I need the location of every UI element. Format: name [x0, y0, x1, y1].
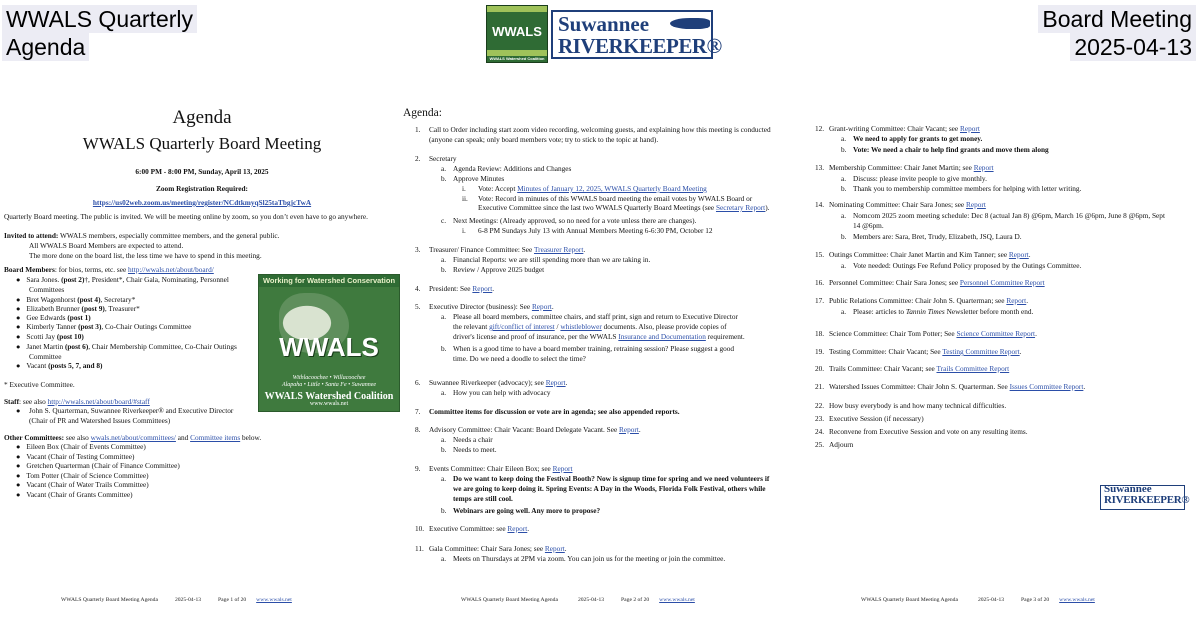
list-item [16, 442, 146, 452]
agenda-number: b. [441, 344, 447, 353]
agenda-number: a. [441, 435, 447, 444]
list-item [16, 361, 102, 371]
agenda-text: Grant-writing Committee: Chair Vacant; see Report [829, 124, 980, 133]
committees-link[interactable]: wwals.net/about/committees/ [90, 433, 176, 442]
agenda-text: 14 @6pm. [853, 221, 884, 230]
agenda-number: b. [441, 506, 447, 515]
bullet-icon: ● [16, 461, 21, 471]
agenda-text: Testing Committee: Chair Vacant; See Testing Committee Report. [829, 347, 1022, 356]
agenda-text: President: See Report. [429, 284, 495, 293]
document-page-1 [0, 100, 400, 620]
report-link[interactable]: Report [619, 425, 639, 434]
member-role: Committee [29, 352, 62, 361]
agenda-number: a. [841, 134, 847, 143]
agenda-text: Approve Minutes [453, 174, 505, 183]
agenda-number: 25. [815, 440, 825, 449]
wwals-logo-url: www.wwals.net [309, 401, 349, 408]
header-left [2, 5, 197, 61]
wwals-logo-small-word: WWALS [492, 24, 542, 39]
agenda-text: Personnel Committee: Chair Sara Jones; see Personnel Committee Report [829, 278, 1045, 287]
bullet-icon: ● [16, 361, 21, 370]
agenda-number: i. [462, 184, 466, 193]
agenda-text: Committee items for discussion or vote are in agenda; see also appended reports. [429, 407, 680, 416]
agenda-number: a. [441, 255, 447, 264]
bullet-icon: ● [16, 332, 21, 341]
meeting-time: 6:00 PM - 8:00 PM, Sunday, April 13, 2025 [135, 167, 269, 176]
member-post: (post 10) [56, 332, 84, 341]
intro-text: Quarterly Board meeting. The public is invited. We will be meeting online by zoom, so you don’t even have to go anywhere. [4, 212, 368, 221]
zoom-registration-link[interactable]: https://us02web.zoom.us/meeting/register/NCdtkmyqSl25taTbgjcTwA [92, 198, 312, 207]
agenda-text: Trails Committee: Chair Vacant; see Trails Committee Report [829, 364, 1010, 373]
member-name: Gee Edwards [26, 313, 68, 322]
agenda-number: b. [441, 265, 447, 274]
staff-line-1: John S. Quarterman, Suwannee Riverkeeper® and Executive Director [29, 406, 234, 415]
board-link[interactable]: http://wwals.net/about/board/ [128, 265, 214, 274]
invited-line: Invited to attend: WWALS members, especially committee members, and the general public. [4, 231, 280, 240]
agenda-text: How busy everybody is and how many technical difficulties. [829, 401, 1007, 410]
agenda-number: a. [841, 307, 847, 316]
bullet-icon: ● [16, 490, 21, 499]
report-link[interactable]: Personnel Committee Report [959, 278, 1045, 287]
member-name: Sara Jones. [26, 275, 62, 284]
agenda-number: 23. [815, 414, 825, 423]
fish-icon [670, 18, 710, 29]
footer-url-link[interactable]: www.wwals.net [256, 597, 292, 603]
report-link[interactable]: Insurance and Documentation [618, 332, 706, 341]
report-link[interactable]: Testing Committee Report [942, 347, 1020, 356]
list-item [16, 322, 191, 332]
other-committees-heading: Other Committees: see also wwals.net/about/committees/ and Committee items below. [4, 433, 262, 442]
bullet-icon: ● [16, 275, 21, 284]
agenda-number: 16. [815, 278, 825, 287]
agenda-number: 5. [415, 302, 421, 311]
agenda-number: 7. [415, 407, 421, 416]
agenda-number: b. [841, 145, 847, 154]
member-name: Vacant [26, 361, 49, 370]
agenda-text: (anyone can speak; only board members vote; try to stick to the topic at hand). [429, 135, 659, 144]
report-link[interactable]: Secretary Report [715, 203, 766, 212]
riverkeeper-logo-line2: RIVERKEEPER® [558, 34, 722, 58]
staff-heading: Staff: see also http://wwals.net/about/board/#staff [4, 397, 150, 406]
header-date: 2025-04-13 [1070, 33, 1196, 61]
agenda-number: 17. [815, 296, 825, 305]
header-subtitle: Agenda [2, 33, 89, 61]
agenda-number: 9. [415, 464, 421, 473]
committee-text: Vacant (Chair of Water Trails Committee) [26, 480, 149, 490]
agenda-text: Secretary [429, 154, 457, 163]
agenda-text: Membership Committee: Chair Janet Martin; see Report [829, 163, 994, 172]
agenda-text: Please all board members, committee chairs, and staff print, sign and return to Executive Director [453, 312, 738, 321]
report-link[interactable]: Trails Committee Report [936, 364, 1010, 373]
committee-text: Vacant (Chair of Testing Committee) [26, 451, 135, 461]
agenda-text: When is a good time to have a board member training, retraining session? Please suggest a good [453, 344, 735, 353]
agenda-text: Next Meetings: (Already approved, so no need for a vote unless there are changes). [453, 216, 697, 225]
member-name: Elizabeth Brunner [26, 304, 82, 313]
page2-footer: WWALS Quarterly Board Meeting Agenda 2025-04-13 Page 2 of 20 www.wwals.net [461, 597, 695, 603]
agenda-text: the relevant gift/conflict of interest / whistleblower documents. Also, please provide copies of [453, 322, 727, 331]
agenda-text: Webinars are going well. Any more to propose? [453, 506, 601, 515]
agenda-number: a. [441, 554, 447, 563]
agenda-text: Science Committee: Chair Tom Potter; See Science Committee Report. [829, 329, 1037, 338]
wwals-logo-coalition: WWALS Watershed Coalition [264, 391, 394, 403]
agenda-text: Advisory Committee: Chair Vacant: Board Delegate Vacant. See Report. [429, 425, 641, 434]
report-link[interactable]: Report [545, 378, 566, 387]
report-link[interactable]: gift/conflict of interest [489, 322, 555, 331]
agenda-number: a. [841, 261, 847, 270]
report-link[interactable]: Report [544, 544, 565, 553]
agenda-text: Executive Committee: see Report. [429, 524, 530, 533]
member-name: Kimberly Tanner [26, 322, 79, 331]
report-link[interactable]: Report [472, 284, 493, 293]
report-link[interactable]: Report [966, 200, 986, 209]
agenda-text: Watershed Issues Committee: Chair John S. Quarterman. See Issues Committee Report. [829, 382, 1086, 391]
list-item [29, 285, 64, 295]
agenda-text: Vote: We need a chair to help find grants and move them along [853, 145, 1049, 154]
agenda-number: ii. [462, 194, 468, 203]
agenda-text: time. Do we need a doodle to select the time? [453, 354, 586, 363]
agenda-text: Treasurer/ Finance Committee: See Treasurer Report. [429, 245, 586, 254]
member-post: (post 2) [61, 275, 85, 284]
meeting-title: WWALS Quarterly Board Meeting [82, 134, 322, 153]
committee-items-link[interactable]: Committee items [190, 433, 241, 442]
agenda-number: 11. [415, 544, 424, 553]
agenda-text: Suwannee Riverkeeper (advocacy); see Report. [429, 378, 568, 387]
agenda-text: Needs a chair [453, 435, 493, 444]
bullet-icon: ● [16, 295, 21, 304]
agenda-number: 3. [415, 245, 421, 254]
agenda-text: driver's license and proof of insurance, per the WWALS Insurance and Documentation requirement. [453, 332, 745, 341]
agenda-number: 15. [815, 250, 825, 259]
riverkeeper-logo-line1: Suwannee [558, 12, 650, 36]
agenda-text: Gala Committee: Chair Sara Jones; see Report. [429, 544, 567, 553]
agenda-text: Executive Director (business): See Report. [429, 302, 554, 311]
invited-line-2: All WWALS Board Members are expected to attend. [29, 241, 184, 250]
report-link[interactable]: Treasurer Report [533, 245, 584, 254]
invited-line-3: The more done on the board list, the less time we have to spend in this meeting. [29, 251, 262, 260]
agenda-number: 1. [415, 125, 421, 134]
agenda-number: b. [841, 232, 847, 241]
agenda-text: Public Relations Committee: Chair John S. Quarterman; see Report. [829, 296, 1029, 305]
agenda-number: 19. [815, 347, 825, 356]
report-link[interactable]: Report [507, 524, 528, 533]
list-item [16, 452, 134, 462]
list-item [16, 471, 149, 481]
agenda-text: Vote needed: Outings Fee Refund Policy proposed by the Outings Committee. [853, 261, 1082, 270]
agenda-number: 12. [815, 124, 825, 133]
member-role: , Secretary* [100, 295, 136, 304]
agenda-text: Vote: Accept Minutes of January 12, 2025, WWALS Quarterly Board Meeting [478, 184, 707, 193]
committee-text: Vacant (Chair of Grants Committee) [26, 490, 133, 499]
bullet-icon: ● [16, 470, 21, 480]
staff-link[interactable]: http://wwals.net/about/board/#staff [47, 397, 150, 406]
member-post: (post 3) [78, 322, 102, 331]
wwals-logo-small [486, 5, 548, 63]
agenda-text: Please: articles to Tannin Times Newsletter before month end. [853, 307, 1034, 316]
agenda-text: Vote: Record in minutes of this WWALS board meeting the email votes by WWALS Board or [478, 194, 753, 203]
staff-line-2: (Chair of PR and Watershed Issues Committees) [29, 416, 171, 425]
agenda-number: 2. [415, 154, 421, 163]
list-item [16, 332, 84, 342]
report-link[interactable]: Issues Committee Report [1009, 382, 1084, 391]
header-title: WWALS Quarterly [2, 5, 197, 33]
bullet-icon: ● [16, 304, 21, 313]
agenda-text: 6-8 PM Sundays July 13 with Annual Members Meeting 6-6:30 PM, October 12 [478, 226, 713, 235]
member-role: †, President*, Chair Gala, Nominating, Personnel [84, 275, 229, 284]
wwals-logo-rivers: Withlacoochee • Willacoochee Alapaha • Little • Santa Fe • Suwannee [281, 375, 377, 388]
page3-footer: WWALS Quarterly Board Meeting Agenda 2025-04-13 Page 3 of 20 www.wwals.net [861, 597, 1095, 603]
member-name: Scotti Jay [26, 332, 57, 341]
member-role: Committees [29, 285, 65, 294]
document-page-3 [800, 100, 1200, 620]
agenda-text: Call to Order including start zoom video recording, welcoming guests, and explaining how this meeting is conducted [429, 125, 771, 134]
newsletter-title: Tannin Times [905, 307, 945, 316]
agenda-text: Nomcom 2025 zoom meeting schedule: Dec 8 (actual Jan 8) @6pm, March 16 @6pm, June 8 @6pm, Sept [853, 211, 1165, 220]
member-post: (post 9) [81, 304, 105, 313]
agenda-text: temps are still cool. [453, 494, 513, 503]
committee-text: Tom Potter (Chair of Science Committee) [26, 470, 149, 480]
agenda-number: 10. [415, 524, 425, 533]
report-link[interactable]: Report [552, 464, 573, 473]
agenda-text: Nominating Committee: Chair Sara Jones; see Report [829, 200, 986, 209]
agenda-text: Thank you to membership committee members for helping with letter writing. [853, 184, 1082, 193]
member-post: (post 4) [77, 295, 101, 304]
agenda-text: Executive Committee since the last two WWALS Quarterly Board Meetings (see Secretary Report). [478, 203, 770, 212]
member-post: (post 1) [67, 313, 91, 322]
report-link[interactable]: Minutes of January 12, 2025, WWALS Quarterly Board Meeting [517, 184, 707, 193]
agenda-number: 14. [815, 200, 825, 209]
agenda-number: a. [441, 474, 447, 483]
agenda-text: Reconvene from Executive Session and vote on any resulting items. [829, 427, 1028, 436]
report-link[interactable]: Report [973, 163, 994, 172]
agenda-number: 24. [815, 427, 825, 436]
member-role: , Chair Membership Committee, Co-Chair Outings [88, 342, 237, 351]
report-link[interactable]: Science Committee Report [956, 329, 1036, 338]
whistleblower-link[interactable]: whistleblower [560, 322, 602, 331]
report-link[interactable]: Report [1008, 250, 1029, 259]
agenda-text: Agenda Review: Additions and Changes [453, 164, 572, 173]
agenda-number: b. [441, 445, 447, 454]
bullet-icon: ● [16, 313, 21, 322]
agenda-number: a. [441, 164, 447, 173]
agenda-number: 13. [815, 163, 825, 172]
agenda-text: Discuss: please invite people to give monthly. [853, 174, 987, 183]
footer-url-link[interactable]: www.wwals.net [1059, 597, 1095, 603]
agenda-number: a. [441, 312, 447, 321]
page1-footer: WWALS Quarterly Board Meeting Agenda 2025-04-13 Page 1 of 20 www.wwals.net [61, 597, 292, 603]
bullet-icon: ● [16, 480, 21, 490]
member-post: (posts 5, 7, and 8) [48, 361, 103, 370]
agenda-number: 20. [815, 364, 825, 373]
page-title: Agenda [172, 107, 232, 128]
agenda-number: 21. [815, 382, 825, 391]
zoom-label: Zoom Registration Required: [156, 184, 248, 193]
agenda-text: Members are: Sara, Bret, Trudy, Elizabeth, JSQ, Laura D. [853, 232, 1022, 241]
list-item [16, 461, 180, 471]
footer-url-link[interactable]: www.wwals.net [659, 597, 695, 603]
agenda-number: 6. [415, 378, 421, 387]
committee-text: Gretchen Quarterman (Chair of Finance Committee) [26, 461, 180, 471]
agenda-number: 22. [815, 401, 825, 410]
bullet-icon: ● [16, 322, 21, 331]
member-name: Bret Wagenhorst [26, 295, 78, 304]
report-link[interactable]: Report [1006, 296, 1027, 305]
agenda-text: How you can help with advocacy [453, 388, 551, 397]
agenda-number: b. [841, 184, 847, 193]
board-members-heading: Board Members: for bios, terms, etc. see http://wwals.net/about/board/ [4, 265, 214, 274]
report-link[interactable]: Report [959, 124, 980, 133]
wwals-logo [258, 274, 400, 412]
riverkeeper-logo-small: Suwannee RIVERKEEPER® [1100, 485, 1185, 510]
wwals-logo-tagline: Working for Watershed Conservation [259, 275, 399, 287]
member-name: Janet Martin [26, 342, 65, 351]
agenda-number: 18. [815, 329, 825, 338]
committee-text: Eileen Box (Chair of Events Committee) [26, 442, 146, 451]
agenda-text: Meets on Thursdays at 2PM via zoom. You can join us for the meeting or join the committee. [453, 554, 726, 563]
list-item [16, 490, 133, 500]
list-item [16, 275, 229, 285]
agenda-text: Events Committee: Chair Eileen Box; see Report [429, 464, 573, 473]
exec-committee-note: * Executive Committee. [4, 380, 75, 389]
agenda-number: 4. [415, 284, 421, 293]
bullet-icon: ● [16, 406, 21, 415]
bullet-icon: ● [16, 451, 21, 461]
member-role: , Treasurer* [104, 304, 140, 313]
agenda-text: We need to apply for grants to get money. [853, 134, 983, 143]
agenda-heading: Agenda: [403, 107, 442, 119]
agenda-text: Adjourn [829, 440, 854, 449]
report-link[interactable]: Report [531, 302, 552, 311]
member-post: (post 6) [64, 342, 89, 351]
agenda-number: a. [841, 174, 847, 183]
agenda-number: c. [441, 216, 447, 225]
agenda-text: Financial Reports: we are still spending more than we are taking in. [453, 255, 651, 264]
wwals-logo-small-caption: WWALS Watershed Coalition [489, 56, 545, 61]
agenda-text: Executive Session (if necessary) [829, 414, 924, 423]
list-item [16, 480, 149, 490]
bullet-icon: ● [16, 342, 21, 351]
riverkeeper-logo [551, 10, 722, 59]
wwals-logo-word: WWALS [279, 332, 379, 362]
list-item [16, 342, 237, 352]
agenda-text: Needs to meet. [453, 445, 497, 454]
agenda-text: Outings Committee: Chair Janet Martin and Kim Tanner; see Report. [829, 250, 1031, 259]
header-right [1038, 5, 1196, 61]
agenda-text: Review / Approve 2025 budget [453, 265, 545, 274]
agenda-number: b. [441, 174, 447, 183]
header-meeting-label: Board Meeting [1038, 5, 1196, 33]
bullet-icon: ● [16, 442, 21, 451]
agenda-number: a. [441, 388, 447, 397]
member-role: , Co-Chair Outings Committee [101, 322, 192, 331]
agenda-number: 8. [415, 425, 421, 434]
agenda-text: Do we want to keep doing the Festival Booth? Now is signup time for spring and we need volunteers if [453, 474, 770, 483]
agenda-number: a. [841, 211, 847, 220]
agenda-number: i. [462, 226, 466, 235]
agenda-text: we are going to keep doing it. Spring Events: A Day in the Woods, Florida Folk Festival, others while [453, 484, 766, 493]
